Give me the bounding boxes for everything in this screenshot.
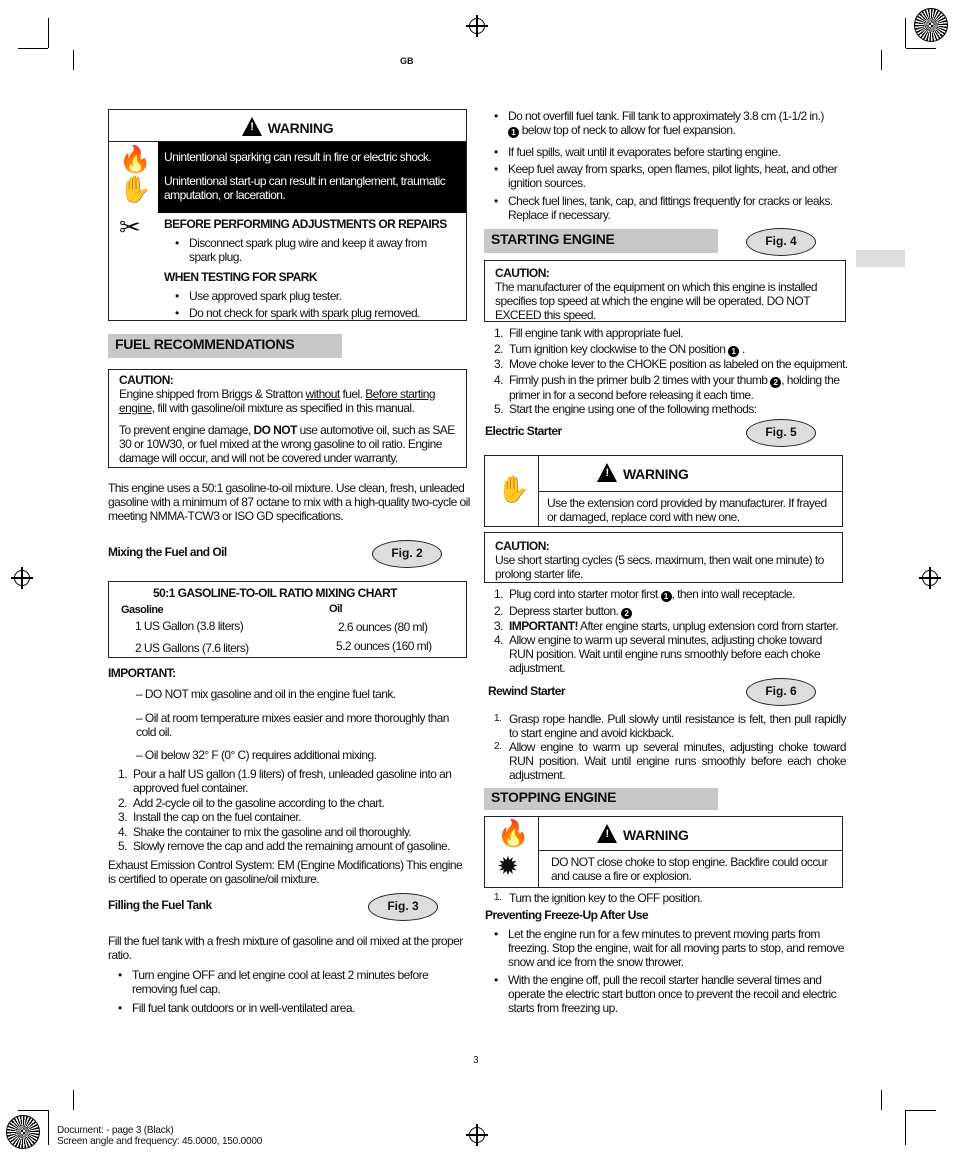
bullet-item: • Check fuel lines, tank, cap, and fittings frequently for cracks or leaks. Replace if necessary.	[494, 194, 833, 222]
color-target	[6, 1115, 40, 1149]
bullet-item: • If fuel spills, wait until it evaporates before starting engine.	[494, 145, 781, 159]
subheading: Rewind Starter	[488, 684, 565, 698]
step-item: 2. Allow engine to warm up several minutes, adjusting choke toward RUN position. Wait until engine runs smoothly before each choke adjustment.	[494, 740, 846, 782]
step-item: 3. Move choke lever to the CHOKE position as labeled on the equipment.	[494, 357, 848, 371]
color-target	[914, 8, 948, 42]
caution-text: Use short starting cycles (5 secs. maximum, then wait one minute) to prolong starter life.	[495, 553, 824, 581]
crop-mark	[18, 48, 48, 49]
column-header: Gasoline	[121, 604, 164, 616]
step-item: 1. Fill engine tank with appropriate fuel.	[494, 326, 683, 340]
table-cell: 1 US Gallon (3.8 liters)	[135, 619, 244, 633]
figure-reference: Fig. 4	[746, 228, 816, 256]
crop-mark	[905, 18, 906, 48]
registration-mark	[14, 570, 30, 586]
caution-box	[484, 260, 846, 322]
figure-reference: Fig. 3	[368, 893, 438, 921]
paragraph: Exhaust Emission Control System: EM (Engine Modifications) This engine is certified to operate on gasoline/oil mixture.	[108, 858, 463, 886]
registration-mark	[469, 1127, 485, 1143]
warning-text: Use the extension cord provided by manufacturer. If frayed or damaged, replace cord with new one.	[547, 496, 827, 524]
step-item: 3. IMPORTANT! After engine starts, unplug extension cord from starter.	[494, 619, 839, 633]
crop-mark	[881, 1090, 882, 1110]
crop-mark	[73, 50, 74, 70]
shock-hand-icon: ✋	[497, 474, 530, 504]
dash-item: – Oil at room temperature mixes easier and more thoroughly than cold oil.	[136, 711, 449, 739]
crop-mark	[906, 1110, 936, 1111]
step-item: 1. Turn the ignition key to the OFF position.	[494, 891, 703, 905]
hazard-text: Unintentional start-up can result in entanglement, traumatic amputation, or laceration.	[164, 174, 446, 202]
warning-box	[484, 816, 843, 888]
section-tab	[856, 250, 905, 267]
page-number: 3	[473, 1055, 479, 1066]
bullet-item: • Do not overfill fuel tank. Fill tank to approximately 3.8 cm (1-1/2 in.) 1 below top of neck to allow for fuel expansion.	[494, 109, 824, 137]
bullet-item: • Keep fuel away from sparks, open flames, pilot lights, heat, and other ignition sources.	[494, 162, 838, 190]
registration-mark	[469, 18, 485, 34]
marker-2-icon: 2	[621, 608, 632, 619]
step-item: 1. Grasp rope handle. Pull slowly until resistance is felt, then pull rapidly to start engine and avoid kickback.	[494, 712, 846, 740]
caution-text: Engine shipped from Briggs & Stratton without fuel. Before starting engine, fill with gasoline/oil mixture as specified in this manual.	[119, 387, 436, 415]
table-cell: 2 US Gallons (7.6 liters)	[135, 641, 249, 655]
marker-1-icon: 1	[508, 127, 519, 138]
caution-title: CAUTION:	[495, 539, 550, 553]
step-item: 2. Turn ignition key clockwise to the ON position 1 .	[494, 342, 745, 356]
figure-reference: Fig. 6	[746, 678, 816, 706]
column-header: Oil	[329, 603, 343, 615]
marker-2-icon: 2	[770, 377, 781, 388]
bullet-item: • Let the engine run for a few minutes to prevent moving parts from freezing. Stop the engine, wait for all moving parts to stop, and remove snow and ice from the snow thrower.	[494, 927, 844, 969]
bullet-item: • Do not check for spark with spark plug removed.	[175, 306, 420, 320]
crop-mark	[905, 1110, 906, 1145]
figure-reference: Fig. 2	[372, 540, 442, 568]
step-item: 1. Pour a half US gallon (1.9 liters) of fresh, unleaded gasoline into an approved fuel container.	[118, 767, 452, 795]
caution-text: The manufacturer of the equipment on which this engine is installed specifies top speed at which the engine will be operated. DO NOT EXCEED this speed.	[495, 280, 818, 322]
crop-mark	[18, 1110, 48, 1111]
warning-text: DO NOT close choke to stop engine. Backfire could occur and cause a fire or explosion.	[551, 855, 828, 883]
section-subheading: WHEN TESTING FOR SPARK	[164, 270, 318, 284]
subheading: Electric Starter	[485, 424, 562, 438]
step-item: 4. Shake the container to mix the gasoline and oil thoroughly.	[118, 825, 412, 839]
subheading: Filling the Fuel Tank	[108, 898, 212, 912]
table-cell: 2.6 ounces (80 ml)	[338, 620, 428, 634]
step-item: 4. Allow engine to warm up several minutes, adjusting choke toward RUN position. Wait until engine runs smoothly before each choke adjustment.	[494, 633, 822, 675]
print-info: Document: - page 3 (Black) Screen angle and frequency: 45.0000, 150.0000	[57, 1125, 263, 1147]
marker-1-icon: 1	[661, 591, 672, 602]
warning-box	[484, 455, 843, 527]
table-cell: 5.2 ounces (160 ml)	[336, 639, 432, 653]
table-title: 50:1 GASOLINE-TO-OIL RATIO MIXING CHART	[153, 586, 397, 600]
warning-header: ! WARNING	[597, 824, 689, 843]
shock-hand-icon: ✋	[119, 174, 152, 204]
crop-mark	[48, 18, 49, 48]
bullet-item: • Fill fuel tank outdoors or in well-ventilated area.	[118, 1001, 355, 1015]
crop-mark	[48, 1110, 49, 1145]
fire-icon: 🔥	[119, 144, 152, 174]
bullet-item: • Turn engine OFF and let engine cool at least 2 minutes before removing fuel cap.	[118, 968, 429, 996]
section-heading-starting: STARTING ENGINE	[484, 229, 718, 253]
step-item: 3. Install the cap on the fuel container.	[118, 810, 301, 824]
crop-mark	[906, 48, 936, 49]
step-item: 4. Firmly push in the primer bulb 2 times with your thumb 2 , holding the primer in for a second before releasing it each time.	[494, 373, 840, 402]
step-item: 1. Plug cord into starter motor first 1 , then into wall receptacle.	[494, 587, 795, 601]
bullet-item: • With the engine off, pull the recoil starter handle several times and operate the electric start button once to prevent the recoil and electric starts from freezing up.	[494, 973, 837, 1015]
marker-1-icon: 1	[728, 346, 739, 357]
crop-mark	[881, 50, 882, 70]
caution-box	[108, 369, 467, 468]
hazard-text: Unintentional sparking can result in fire or electric shock.	[164, 150, 432, 164]
fire-icon: 🔥	[497, 818, 530, 848]
warning-title: WARNING	[267, 120, 334, 136]
subheading: Preventing Freeze-Up After Use	[485, 908, 649, 922]
warning-header	[109, 110, 466, 142]
crop-mark	[73, 1090, 74, 1110]
warning-triangle-icon: !	[597, 463, 617, 482]
caution-title: CAUTION:	[119, 373, 174, 387]
figure-reference: Fig. 5	[746, 419, 816, 447]
section-heading-stopping: STOPPING ENGINE	[484, 788, 718, 810]
warning-triangle-icon: !	[597, 824, 617, 843]
warning-box	[108, 109, 467, 321]
bullet-item: • Use approved spark plug tester.	[175, 289, 342, 303]
step-item: 2. Add 2-cycle oil to the gasoline according to the chart.	[118, 796, 385, 810]
warning-hazard-band	[158, 142, 466, 213]
dash-item: – DO NOT mix gasoline and oil in the engine fuel tank.	[136, 687, 396, 701]
warning-header: ! WARNING	[597, 463, 689, 482]
bullet-item: • Disconnect spark plug wire and keep it away from spark plug.	[175, 236, 427, 264]
warning-triangle-icon: !	[242, 117, 262, 136]
amputation-icon: ✂	[119, 212, 141, 242]
step-item: 5. Start the engine using one of the following methods:	[494, 402, 757, 416]
caution-box	[484, 532, 843, 583]
important-label: IMPORTANT:	[108, 666, 176, 680]
paragraph: This engine uses a 50:1 gasoline-to-oil mixture. Use clean, fresh, unleaded gasoline with a minimum of 87 octane to mix with a high-quality two-cycle oil meeting NMMA-TCW3 or ISO GD specifications.	[108, 481, 470, 523]
language-label: GB	[400, 56, 414, 66]
subheading: Mixing the Fuel and Oil	[108, 545, 227, 559]
paragraph: Fill the fuel tank with a fresh mixture of gasoline and oil mixed at the proper ratio.	[108, 934, 463, 962]
caution-text: To prevent engine damage, DO NOT use automotive oil, such as SAE 30 or 10W30, or fuel mixed at the wrong gasoline to oil ratio. Engine damage will occur, and will not be covered under warranty.	[119, 423, 455, 465]
registration-mark	[922, 570, 938, 586]
section-heading-fuel: FUEL RECOMMENDATIONS	[108, 334, 342, 358]
explosion-icon: ✹	[497, 851, 519, 881]
step-item: 2. Depress starter button. 2	[494, 604, 850, 619]
section-subheading: BEFORE PERFORMING ADJUSTMENTS OR REPAIRS	[164, 217, 447, 231]
mixing-chart-table	[108, 581, 467, 658]
dash-item: – Oil below 32° F (0° C) requires additional mixing.	[136, 748, 377, 762]
caution-title: CAUTION:	[495, 266, 550, 280]
step-item: 5. Slowly remove the cap and add the remaining amount of gasoline.	[118, 839, 450, 853]
